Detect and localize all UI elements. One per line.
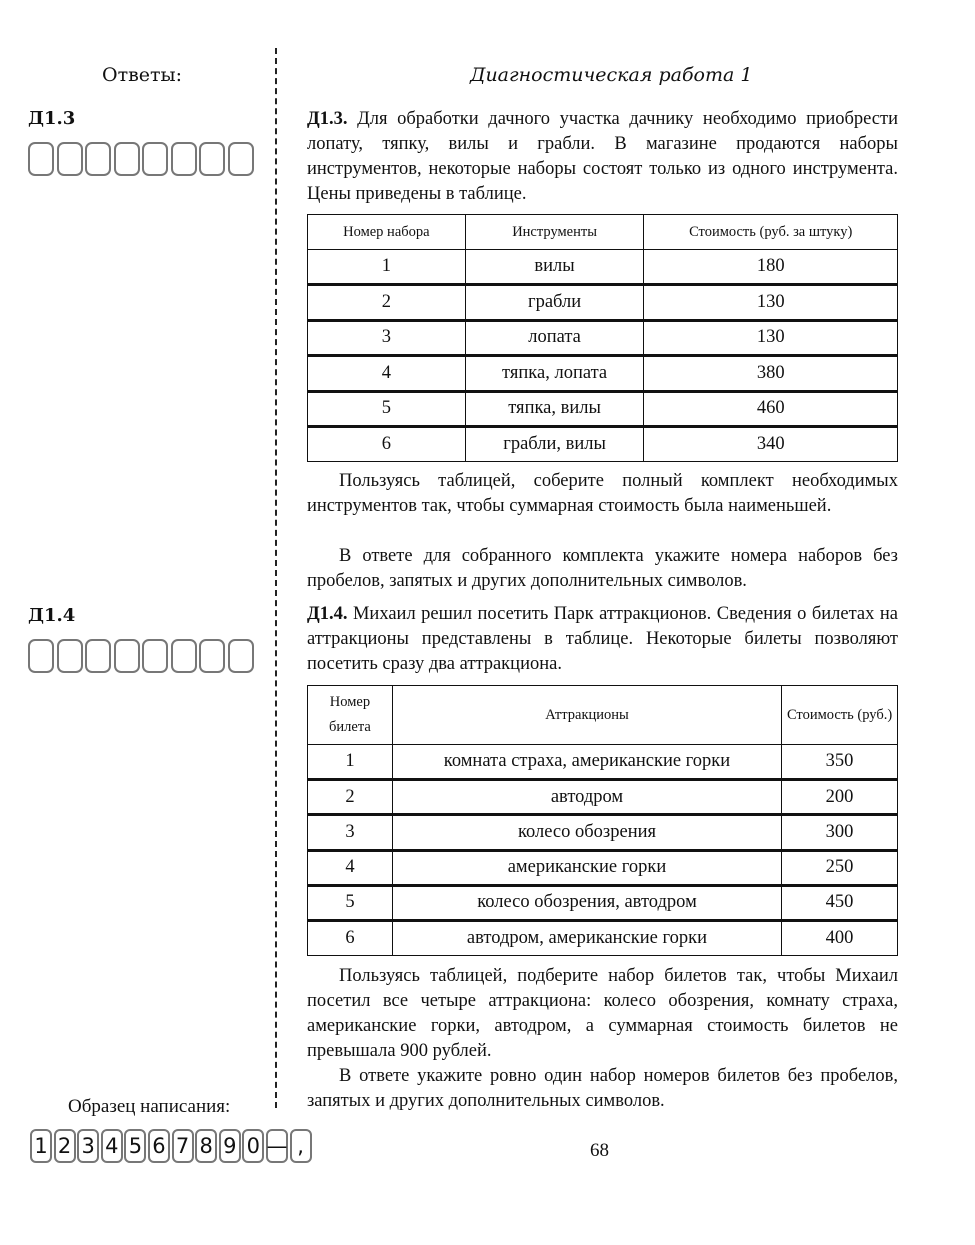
table-cell: 3 xyxy=(308,815,393,850)
task-d1-4-intro xyxy=(307,602,898,677)
table-cell: 6 xyxy=(308,426,466,461)
table-cell: 1 xyxy=(308,745,393,780)
cut-line-separator xyxy=(275,48,277,1108)
table-cell: колесо обозрения xyxy=(392,815,781,850)
answer-boxes-d1-4[interactable] xyxy=(28,639,256,673)
table-header: Номер билета xyxy=(308,686,393,745)
sample-char: 0 xyxy=(242,1129,264,1163)
answer-box[interactable] xyxy=(57,142,83,176)
answer-box[interactable] xyxy=(171,142,197,176)
table-cell: 200 xyxy=(782,780,898,815)
table-row xyxy=(308,285,898,320)
answer-box[interactable] xyxy=(28,639,54,673)
table-cell: лопата xyxy=(465,320,644,355)
answer-box[interactable] xyxy=(114,639,140,673)
page-number: 68 xyxy=(590,1140,609,1161)
page-header-title: Диагностическая работа 1 xyxy=(470,64,753,86)
table-row xyxy=(308,745,898,780)
answer-box[interactable] xyxy=(228,142,254,176)
table-cell: 3 xyxy=(308,320,466,355)
sample-label: Образец написания: xyxy=(68,1096,231,1117)
table-cell: 2 xyxy=(308,780,393,815)
table-cell: 400 xyxy=(782,920,898,955)
table-cell: 2 xyxy=(308,285,466,320)
table-row xyxy=(308,850,898,885)
answer-box[interactable] xyxy=(28,142,54,176)
table-cell: автодром, американские горки xyxy=(392,920,781,955)
table-cell: 5 xyxy=(308,391,466,426)
table-header: Стоимость (руб.) xyxy=(782,686,898,745)
sample-char: 6 xyxy=(148,1129,170,1163)
table-row xyxy=(308,391,898,426)
answer-box[interactable] xyxy=(85,639,111,673)
answers-title: Ответы: xyxy=(102,64,183,86)
tools-table xyxy=(307,214,898,462)
sample-char: 7 xyxy=(172,1129,194,1163)
task-d1-3-intro xyxy=(307,107,898,207)
table-cell: 460 xyxy=(644,391,898,426)
task-d1-3-text: Для обработки дачного участка дачнику необходимо приобрести лопату, тяпку, вилы и грабли. В магазине продаются наборы инструментов, некоторые наборы состоят только из одного инструмента. Цены приведены в таблице. xyxy=(307,109,898,204)
table-header: Инструменты xyxy=(465,215,644,250)
sample-char: 5 xyxy=(124,1129,146,1163)
answer-label-d1-3: Д1.3 xyxy=(28,108,76,129)
answer-box[interactable] xyxy=(171,639,197,673)
table-cell: грабли xyxy=(465,285,644,320)
table-row xyxy=(308,885,898,920)
table-cell: 1 xyxy=(308,250,466,285)
task-d1-3-instruction-1: Пользуясь таблицей, соберите полный комплект необходимых инструментов так, чтобы суммарная стоимость была наименьшей. xyxy=(307,471,898,516)
table-cell: 180 xyxy=(644,250,898,285)
table-cell: колесо обозрения, автодром xyxy=(392,885,781,920)
answer-boxes-d1-3[interactable] xyxy=(28,142,256,176)
task-d1-4-text: Михаил решил посетить Парк аттракционов. Сведения о билетах на аттракционы представлены в таблице. Некоторые билеты позволяют посетить сразу два аттракциона. xyxy=(307,604,898,674)
task-d1-4-instruction-1: Пользуясь таблицей, подберите набор билетов так, чтобы Михаил посетил все четыре аттракциона: колесо обозрения, комнату страха, американские горки, автодром, а суммарная стоимость билетов не превышала 900 рублей. xyxy=(307,966,898,1061)
table-header: Аттракционы xyxy=(392,686,781,745)
table-row xyxy=(308,250,898,285)
answer-box[interactable] xyxy=(142,639,168,673)
table-cell: 5 xyxy=(308,885,393,920)
table-row xyxy=(308,426,898,461)
table-cell: автодром xyxy=(392,780,781,815)
table-cell: 450 xyxy=(782,885,898,920)
answer-box[interactable] xyxy=(142,142,168,176)
sample-char: , xyxy=(290,1129,312,1163)
table-row xyxy=(308,320,898,355)
table-cell: 6 xyxy=(308,920,393,955)
answer-box[interactable] xyxy=(114,142,140,176)
table-cell: 250 xyxy=(782,850,898,885)
task-d1-3-instruction-2: В ответе для собранного комплекта укажите номера наборов без пробелов, запятых и других дополнительных символов. xyxy=(307,546,898,591)
table-cell: 340 xyxy=(644,426,898,461)
sample-char: 9 xyxy=(219,1129,241,1163)
sample-char: 2 xyxy=(54,1129,76,1163)
table-header: Номер набора xyxy=(308,215,466,250)
table-cell: 4 xyxy=(308,356,466,391)
table-row xyxy=(308,815,898,850)
table-cell: 4 xyxy=(308,850,393,885)
sample-char: 4 xyxy=(101,1129,123,1163)
table-cell: 350 xyxy=(782,745,898,780)
table-cell: 380 xyxy=(644,356,898,391)
table-cell: грабли, вилы xyxy=(465,426,644,461)
answer-box[interactable] xyxy=(85,142,111,176)
answer-box[interactable] xyxy=(57,639,83,673)
sample-char: — xyxy=(266,1129,288,1163)
answer-label-d1-4: Д1.4 xyxy=(28,605,76,626)
table-cell: 300 xyxy=(782,815,898,850)
table-cell: тяпка, лопата xyxy=(465,356,644,391)
task-d1-4-instruction-2: В ответе укажите ровно один набор номеров билетов без пробелов, запятых и других дополнительных символов. xyxy=(307,1066,898,1111)
table-cell: комната страха, американские горки xyxy=(392,745,781,780)
table-cell: тяпка, вилы xyxy=(465,391,644,426)
table-row xyxy=(308,920,898,955)
table-header: Стоимость (руб. за штуку) xyxy=(644,215,898,250)
sample-char: 8 xyxy=(195,1129,217,1163)
task-d1-4-label: Д1.4. xyxy=(307,604,348,624)
table-row xyxy=(308,356,898,391)
table-cell: вилы xyxy=(465,250,644,285)
tickets-table xyxy=(307,685,898,956)
task-d1-3-label: Д1.3. xyxy=(307,109,348,129)
answer-box[interactable] xyxy=(228,639,254,673)
table-cell: американские горки xyxy=(392,850,781,885)
table-row xyxy=(308,780,898,815)
sample-char: 1 xyxy=(30,1129,52,1163)
answer-box[interactable] xyxy=(199,639,225,673)
sample-characters xyxy=(30,1129,313,1163)
sample-char: 3 xyxy=(77,1129,99,1163)
table-cell: 130 xyxy=(644,285,898,320)
table-cell: 130 xyxy=(644,320,898,355)
answer-box[interactable] xyxy=(199,142,225,176)
